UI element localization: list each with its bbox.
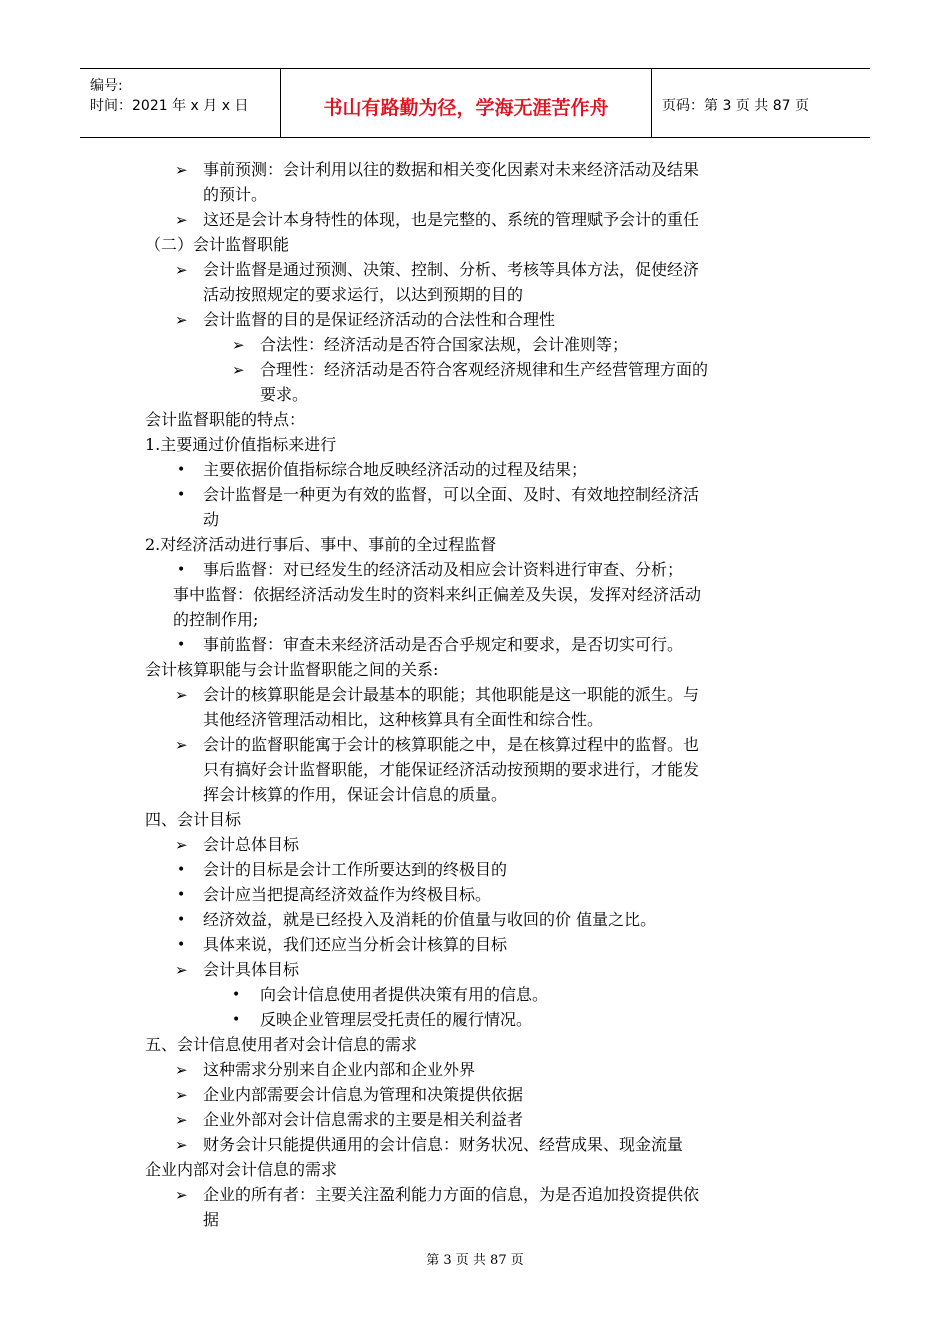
bullet-marker: • xyxy=(177,862,186,878)
date-label: 时间：2021 年 x 月 x 日 xyxy=(90,98,249,114)
arrow-marker: ➢ xyxy=(175,261,188,279)
text-line: 具体来说，我们还应当分析会计核算的目标 xyxy=(203,935,508,954)
section-heading: 会计核算职能与会计监督职能之间的关系: xyxy=(145,660,439,679)
arrow-marker: ➢ xyxy=(175,1111,188,1129)
arrow-marker: ➢ xyxy=(175,1086,188,1104)
page-header xyxy=(80,68,870,138)
text-line: 挥会计核算的作用，保证会计信息的质量。 xyxy=(203,785,508,804)
text-line: 会计的监督职能寓于会计的核算职能之中，是在核算过程中的监督。也 xyxy=(203,735,700,754)
text-line: 要求。 xyxy=(260,385,309,404)
text-line: 会计的目标是会计工作所要达到的终极目的 xyxy=(203,860,508,879)
text-line: 会计总体目标 xyxy=(203,835,300,854)
bullet-marker: • xyxy=(177,887,186,903)
text-line: 企业内部需要会计信息为管理和决策提供依据 xyxy=(203,1085,524,1104)
text-line: 企业外部对会计信息需求的主要是相关利益者 xyxy=(203,1110,524,1129)
text-line: 事中监督：依据经济活动发生时的资料来纠正偏差及失误，发挥对经济活动 xyxy=(173,585,702,604)
text-line: 活动按照规定的要求运行，以达到预期的目的 xyxy=(203,285,524,304)
arrow-marker: ➢ xyxy=(175,1136,188,1154)
section-heading: （二）会计监督职能 xyxy=(145,235,290,254)
arrow-marker: ➢ xyxy=(175,836,188,854)
text-line: 主要依据价值指标综合地反映经济活动的过程及结果； xyxy=(203,460,588,479)
text-line: 其他经济管理活动相比，这种核算具有全面性和综合性。 xyxy=(203,710,604,729)
arrow-marker: ➢ xyxy=(175,1186,188,1204)
bullet-marker: • xyxy=(232,987,241,1003)
text-line: 反映企业管理层受托责任的履行情况。 xyxy=(260,1010,533,1029)
text-line: 会计的核算职能是会计最基本的职能；其他职能是这一职能的派生。与 xyxy=(203,685,700,704)
text-line: 动 xyxy=(203,510,220,529)
arrow-marker: ➢ xyxy=(175,161,188,179)
page-label: 页码：第 3 页 共 87 页 xyxy=(662,98,809,114)
bullet-marker: • xyxy=(177,912,186,928)
text-line: 会计应当把提高经济效益作为终极目标。 xyxy=(203,885,492,904)
bullet-marker: • xyxy=(177,462,186,478)
numbered-heading: 2.对经济活动进行事后、事中、事前的全过程监督 xyxy=(145,535,497,554)
text-line: 只有搞好会计监督职能，才能保证经济活动按预期的要求进行，才能发 xyxy=(203,760,700,779)
text-line: 事前预测：会计利用以往的数据和相关变化因素对未来经济活动及结果 xyxy=(203,160,700,179)
bullet-marker: • xyxy=(232,1012,241,1028)
bullet-marker: • xyxy=(177,487,186,503)
arrow-marker: ➢ xyxy=(175,311,188,329)
number-label: 编号: xyxy=(90,78,123,94)
bullet-marker: • xyxy=(177,562,186,578)
text-line: 的预计。 xyxy=(203,185,268,204)
section-heading: 企业内部对会计信息的需求 xyxy=(145,1160,338,1179)
arrow-marker: ➢ xyxy=(175,736,188,754)
text-line: 会计监督是通过预测、决策、控制、分析、考核等具体方法，促使经济 xyxy=(203,260,700,279)
text-line: 会计监督的目的是保证经济活动的合法性和合理性 xyxy=(203,310,556,329)
arrow-marker: ➢ xyxy=(175,686,188,704)
motto: 书山有路勤为径，学海无涯苦作舟 xyxy=(323,97,609,119)
text-line: 合理性：经济活动是否符合客观经济规律和生产经营管理方面的 xyxy=(260,360,709,379)
text-line: 事前监督：审查未来经济活动是否合乎规定和要求，是否切实可行。 xyxy=(203,635,684,654)
section-heading: 五、会计信息使用者对会计信息的需求 xyxy=(145,1035,418,1054)
arrow-marker: ➢ xyxy=(232,361,245,379)
text-line: 合法性：经济活动是否符合国家法规，会计准则等； xyxy=(260,335,629,354)
page-footer: 第 3 页 共 87 页 xyxy=(426,1253,524,1268)
arrow-marker: ➢ xyxy=(232,336,245,354)
text-line: 向会计信息使用者提供决策有用的信息。 xyxy=(260,985,549,1004)
section-heading: 会计监督职能的特点： xyxy=(145,410,306,429)
arrow-marker: ➢ xyxy=(175,961,188,979)
text-line: 这还是会计本身特性的体现，也是完整的、系统的管理赋予会计的重任 xyxy=(203,210,700,229)
header-right-cell xyxy=(652,69,870,137)
bullet-marker: • xyxy=(177,637,186,653)
text-line: 会计具体目标 xyxy=(203,960,300,979)
text-line: 会计监督是一种更为有效的监督，可以全面、及时、有效地控制经济活 xyxy=(203,485,700,504)
text-line: 的控制作用; xyxy=(173,610,259,629)
numbered-heading: 1.主要通过价值指标来进行 xyxy=(145,435,337,454)
section-heading: 四、会计目标 xyxy=(145,810,242,829)
text-line: 经济效益，就是已经投入及消耗的价值量与收回的价 值量之比。 xyxy=(203,910,657,929)
text-line: 事后监督：对已经发生的经济活动及相应会计资料进行审查、分析； xyxy=(203,560,684,579)
bullet-marker: • xyxy=(177,937,186,953)
header-left-cell xyxy=(80,69,281,137)
arrow-marker: ➢ xyxy=(175,211,188,229)
text-line: 据 xyxy=(203,1210,220,1229)
text-line: 这种需求分别来自企业内部和企业外界 xyxy=(203,1060,476,1079)
header-middle-cell xyxy=(281,69,652,137)
text-line: 财务会计只能提供通用的会计信息：财务状况、经营成果、现金流量 xyxy=(203,1135,684,1154)
arrow-marker: ➢ xyxy=(175,1061,188,1079)
text-line: 企业的所有者：主要关注盈利能力方面的信息，为是否追加投资提供依 xyxy=(203,1185,700,1204)
